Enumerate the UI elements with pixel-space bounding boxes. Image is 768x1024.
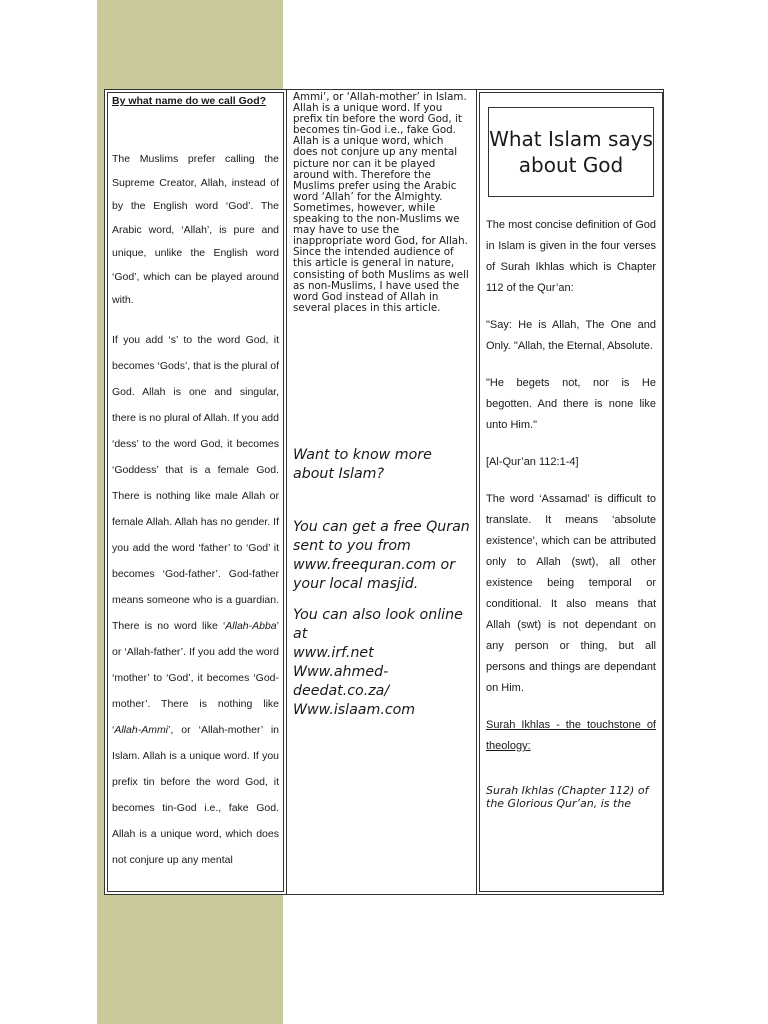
link-ahmed-deedat[interactable]: Www.ahmed-deedat.co.za/ <box>293 663 390 699</box>
subheading-touchstone: Surah Ikhlas - the touchstone of theology: <box>486 719 656 752</box>
italic-term: Allah-Ammi <box>114 723 169 736</box>
paragraph-assamad: The word ‘Assamad’ is difficult to translate. It means ‘absolute existence’, which can be attributed only to Allah (swt), all other existence being temporal or conditional. It also means that Allah (swt) is not dependant on any person or thing, but all persons and things are dependant on Him. <box>486 493 656 694</box>
column-right <box>477 90 665 894</box>
column-left <box>105 90 287 894</box>
link-irf[interactable]: www.irf.net <box>293 644 374 661</box>
column-left-box <box>107 92 284 892</box>
footer-italic-text: Surah Ikhlas (Chapter 112) of the Glorious Qur’an, is the <box>486 784 649 810</box>
title-box <box>488 107 654 197</box>
quran-reference: [Al-Qur’an 112:1-4] <box>486 456 579 468</box>
page-title: What Islam says about God <box>489 127 653 177</box>
text-run: If you add ‘s’ to the word God, it becomes ‘Gods’, that is the plural of God. Allah is one and singular, there is no plural of Allah. If you add ‘dess’ to the word God, it becomes ‘Goddess’ that is a female God. There is nothing like male Allah or female Allah. Allah has no gender. If you add the word ‘father’ to ‘God’ it becomes ‘God-father’. God-father means someone who is a guardian. There is no word like ‘ <box>112 333 279 632</box>
quote-verse-1: "Say: He is Allah, The One and Only. "Allah, the Eternal, Absolute. <box>486 319 656 352</box>
paragraph-definition: The most concise definition of God in Islam is given in the four verses of Surah Ikhlas which is Chapter 112 of the Qur’an: <box>486 219 656 294</box>
paragraph-intro: The Muslims prefer calling the Supreme Creator, Allah, instead of by the English word ‘God’. The Arabic word, ‘Allah’, is pure and unique, unlike the English word ‘God’, which can be played around with. <box>112 153 279 306</box>
brochure-page <box>104 89 664 895</box>
text-run: ’ or ‘Allah-father’. If you add the word ‘mother’ to ‘God’, it becomes ‘God-mother’. There is nothing like ‘ <box>112 619 279 736</box>
section-heading: By what name do we call God? <box>112 95 267 107</box>
quote-verse-2: "He begets not, nor is He begotten. And there is none like unto Him." <box>486 377 656 431</box>
column-middle <box>287 90 477 894</box>
link-islaam[interactable]: Www.islaam.com <box>293 701 416 718</box>
italic-term: Allah-Abba <box>225 619 277 632</box>
column-right-box <box>479 92 663 892</box>
promo-question: Want to know more about Islam? <box>293 446 432 482</box>
promo-online-label: You can also look online at <box>293 606 463 642</box>
promo-free-quran: You can get a free Quran sent to you from www.freequran.com or your local masjid. <box>293 518 470 592</box>
paragraph-plural <box>112 327 279 873</box>
paragraph-continuation: Ammi’, or ‘Allah-mother’ in Islam. Allah is a unique word. If you prefix tin before the word God, it becomes tin-God i.e., fake God. Allah is a unique word, which does not conjure up any mental picture nor can it be played around with. Therefore the Muslims prefer using the Arabic word ‘Allah’ for the Almighty. Sometimes, however, while speaking to the non-Muslims we may have to use the inappropriate word God, for Allah. Since the intended audience of this article is general in nature, consisting of both Muslims as well as non-Muslims, I have used the word God instead of Allah in several places in this article. <box>293 91 469 314</box>
promo-online <box>293 606 470 720</box>
text-run: ’, or ‘Allah-mother’ in Islam. Allah is a unique word. If you prefix tin before the word God, it becomes tin-God i.e., fake God. Allah is a unique word, which does not conjure up any mental <box>112 723 279 866</box>
